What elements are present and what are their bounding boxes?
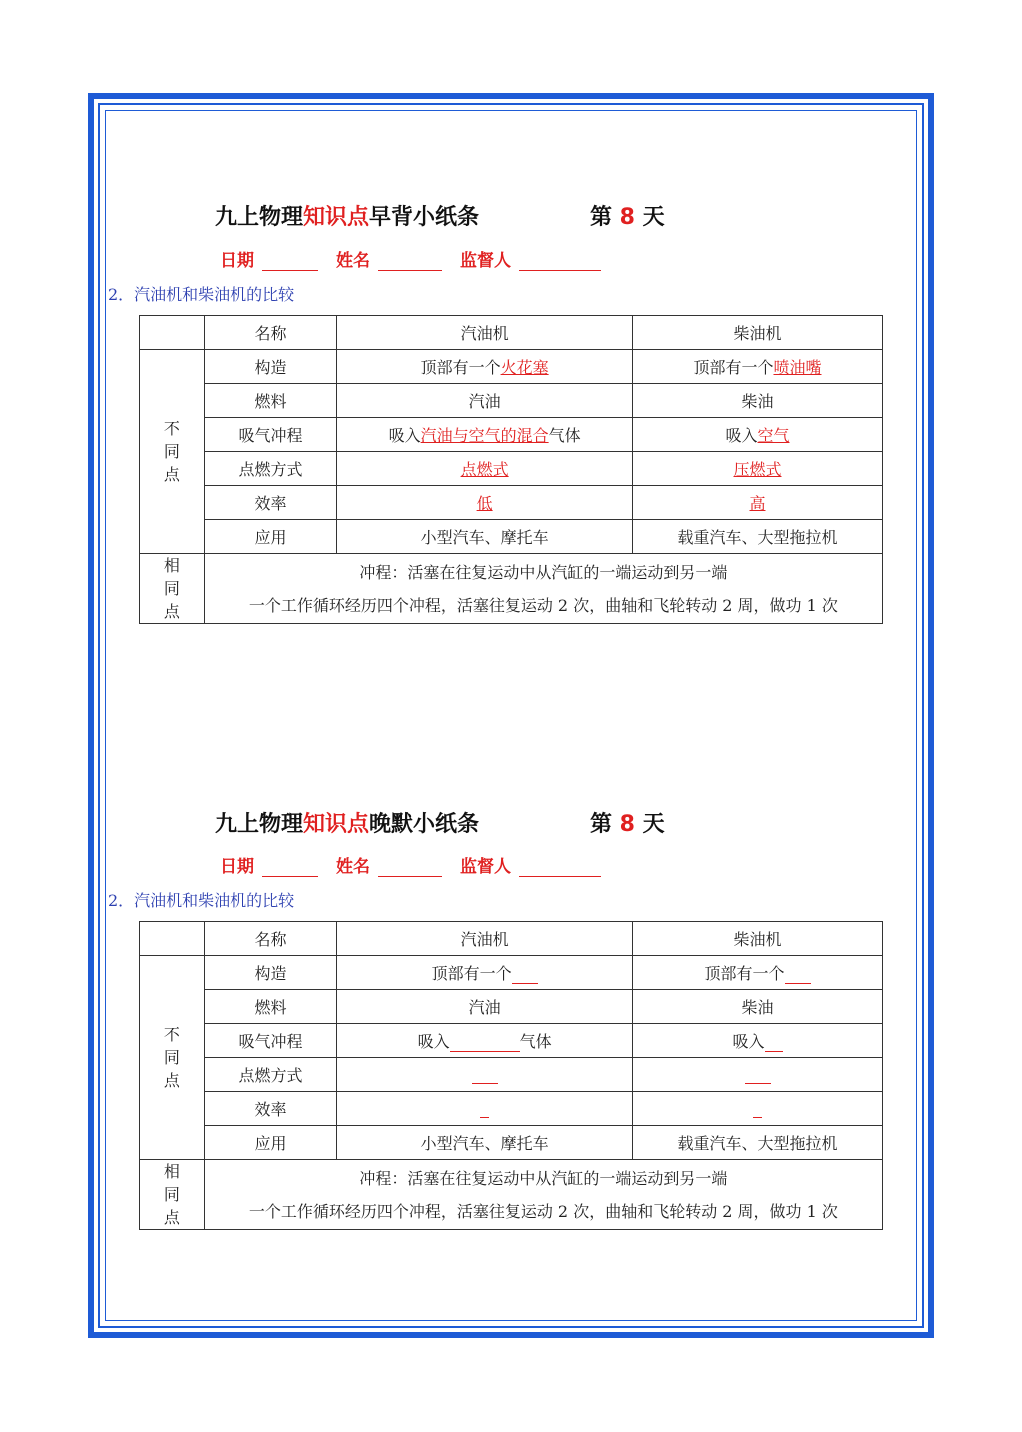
- gas-cell: 汽油: [337, 384, 633, 418]
- name-field[interactable]: [378, 858, 442, 877]
- gas-cell: 吸入汽油与空气的混合气体: [337, 418, 633, 452]
- answer-blank[interactable]: [512, 967, 538, 984]
- name-label: 姓名: [336, 251, 370, 271]
- answer-blank[interactable]: [745, 1067, 771, 1084]
- diesel-cell: 载重汽车、大型拖拉机: [632, 520, 882, 554]
- diesel-cell: 载重汽车、大型拖拉机: [633, 1126, 883, 1160]
- gas-cell: 顶部有一个: [337, 956, 633, 990]
- row-label: 吸气冲程: [204, 418, 336, 452]
- name-field[interactable]: [378, 252, 442, 271]
- day-suffix: 天: [634, 812, 665, 837]
- table-row: [140, 520, 883, 554]
- table-row: [140, 1126, 883, 1160]
- meta-line: [220, 246, 619, 271]
- day-number: 8: [619, 812, 635, 837]
- gas-cell: 小型汽车、摩托车: [337, 520, 633, 554]
- section-heading: 2．汽油机和柴油机的比较: [108, 891, 295, 910]
- title-part: 早背小纸条: [369, 205, 480, 230]
- gas-cell: 小型汽车、摩托车: [337, 1126, 633, 1160]
- table-row: [140, 350, 883, 384]
- gas-cell: 汽油: [337, 990, 633, 1024]
- diesel-cell: [632, 452, 882, 486]
- answer: 点燃式: [460, 460, 509, 479]
- group-similarities: [140, 554, 205, 624]
- section-heading: 2．汽油机和柴油机的比较: [108, 285, 295, 304]
- header-name: 名称: [204, 316, 336, 350]
- gas-cell: [337, 486, 633, 520]
- similarity-line: 一个工作循环经历四个冲程，活塞往复运动 2 次，曲轴和飞轮转动 2 周，做功 1 次: [248, 1201, 838, 1221]
- date-label: 日期: [220, 251, 254, 271]
- answer: 压燃式: [733, 460, 782, 479]
- table-row: [140, 486, 883, 520]
- table-row: [140, 1092, 883, 1126]
- day-prefix: 第: [590, 812, 620, 837]
- comparison-table: [139, 921, 883, 1230]
- table-row-same: [140, 554, 883, 624]
- supervisor-label: 监督人: [460, 251, 511, 271]
- diesel-cell: 顶部有一个: [633, 956, 883, 990]
- comparison-table: [139, 315, 883, 624]
- gas-cell: 吸入 气体: [337, 1024, 633, 1058]
- group-similarities-label: 相 同 点: [163, 556, 180, 621]
- supervisor-field[interactable]: [519, 858, 601, 877]
- group-differences: [140, 956, 205, 1160]
- corner-cell: [140, 922, 205, 956]
- table-header-row: [140, 316, 883, 350]
- corner-cell: [140, 316, 205, 350]
- header-gasoline: 汽油机: [337, 922, 633, 956]
- table-row-same: [140, 1160, 883, 1230]
- answer: 喷油嘴: [773, 358, 822, 377]
- gas-cell: [337, 1058, 633, 1092]
- day-prefix: 第: [590, 205, 620, 230]
- group-similarities-label: 相 同 点: [163, 1162, 180, 1227]
- table-row: [140, 418, 883, 452]
- group-differences: [140, 350, 205, 554]
- day-label: [590, 200, 665, 231]
- diesel-cell: [633, 1058, 883, 1092]
- title-highlight: 知识点: [303, 812, 370, 837]
- row-label: 吸气冲程: [204, 1024, 336, 1058]
- similarities-text: [204, 1160, 882, 1230]
- diesel-cell: 吸入空气: [632, 418, 882, 452]
- gas-cell: [337, 452, 633, 486]
- row-label: 燃料: [204, 990, 336, 1024]
- diesel-cell: 顶部有一个喷油嘴: [632, 350, 882, 384]
- answer: 火花塞: [500, 358, 549, 377]
- group-differences-label: 不 同 点: [163, 419, 180, 484]
- row-label: 效率: [204, 486, 336, 520]
- supervisor-field[interactable]: [519, 252, 601, 271]
- diesel-cell: 柴油: [633, 990, 883, 1024]
- row-label: 应用: [204, 1126, 336, 1160]
- answer-blank[interactable]: [765, 1035, 783, 1052]
- answer-blank[interactable]: [450, 1035, 520, 1052]
- group-similarities: [140, 1160, 205, 1230]
- name-label: 姓名: [336, 857, 370, 877]
- header-diesel: 柴油机: [632, 316, 882, 350]
- similarity-line: 一个工作循环经历四个冲程，活塞往复运动 2 次，曲轴和飞轮转动 2 周，做功 1 次: [248, 595, 838, 615]
- similarity-line: 冲程：活塞在往复运动中从汽缸的一端运动到另一端: [359, 562, 728, 582]
- day-suffix: 天: [634, 205, 665, 230]
- diesel-cell: [633, 1092, 883, 1126]
- gas-cell: 顶部有一个火花塞: [337, 350, 633, 384]
- date-field[interactable]: [262, 252, 318, 271]
- table-row: [140, 990, 883, 1024]
- date-field[interactable]: [262, 858, 318, 877]
- date-label: 日期: [220, 857, 254, 877]
- table-row: [140, 1024, 883, 1058]
- answer: 空气: [757, 426, 790, 445]
- meta-line: [220, 852, 619, 877]
- row-label: 燃料: [204, 384, 336, 418]
- row-label: 点燃方式: [204, 452, 336, 486]
- answer-blank[interactable]: [785, 967, 811, 984]
- row-label: 应用: [204, 520, 336, 554]
- answer-blank[interactable]: [753, 1101, 762, 1118]
- day-label: [590, 807, 665, 838]
- header-diesel: 柴油机: [633, 922, 883, 956]
- answer: 汽油与空气的混合: [420, 426, 549, 445]
- diesel-cell: [632, 486, 882, 520]
- supervisor-label: 监督人: [460, 857, 511, 877]
- row-label: 效率: [204, 1092, 336, 1126]
- gas-cell: [337, 1092, 633, 1126]
- day-number: 8: [619, 205, 635, 230]
- row-label: 构造: [204, 956, 336, 990]
- title-highlight: 知识点: [303, 205, 370, 230]
- sheet-title: [215, 807, 479, 838]
- diesel-cell: 柴油: [632, 384, 882, 418]
- row-label: 点燃方式: [204, 1058, 336, 1092]
- title-part: 九上物理: [215, 812, 304, 837]
- header-gasoline: 汽油机: [337, 316, 633, 350]
- group-differences-label: 不 同 点: [163, 1025, 180, 1090]
- header-name: 名称: [204, 922, 336, 956]
- answer-blank[interactable]: [480, 1101, 489, 1118]
- row-label: 构造: [204, 350, 336, 384]
- sheet-title: [215, 200, 479, 231]
- table-row: [140, 1058, 883, 1092]
- title-part: 晚默小纸条: [369, 812, 480, 837]
- answer: 高: [749, 494, 766, 513]
- similarities-text: [204, 554, 882, 624]
- table-header-row: [140, 922, 883, 956]
- table-row: [140, 384, 883, 418]
- table-row: [140, 452, 883, 486]
- table-row: [140, 956, 883, 990]
- diesel-cell: 吸入: [633, 1024, 883, 1058]
- answer-blank[interactable]: [472, 1067, 498, 1084]
- similarity-line: 冲程：活塞在往复运动中从汽缸的一端运动到另一端: [359, 1168, 728, 1188]
- answer: 低: [476, 494, 493, 513]
- title-part: 九上物理: [215, 205, 304, 230]
